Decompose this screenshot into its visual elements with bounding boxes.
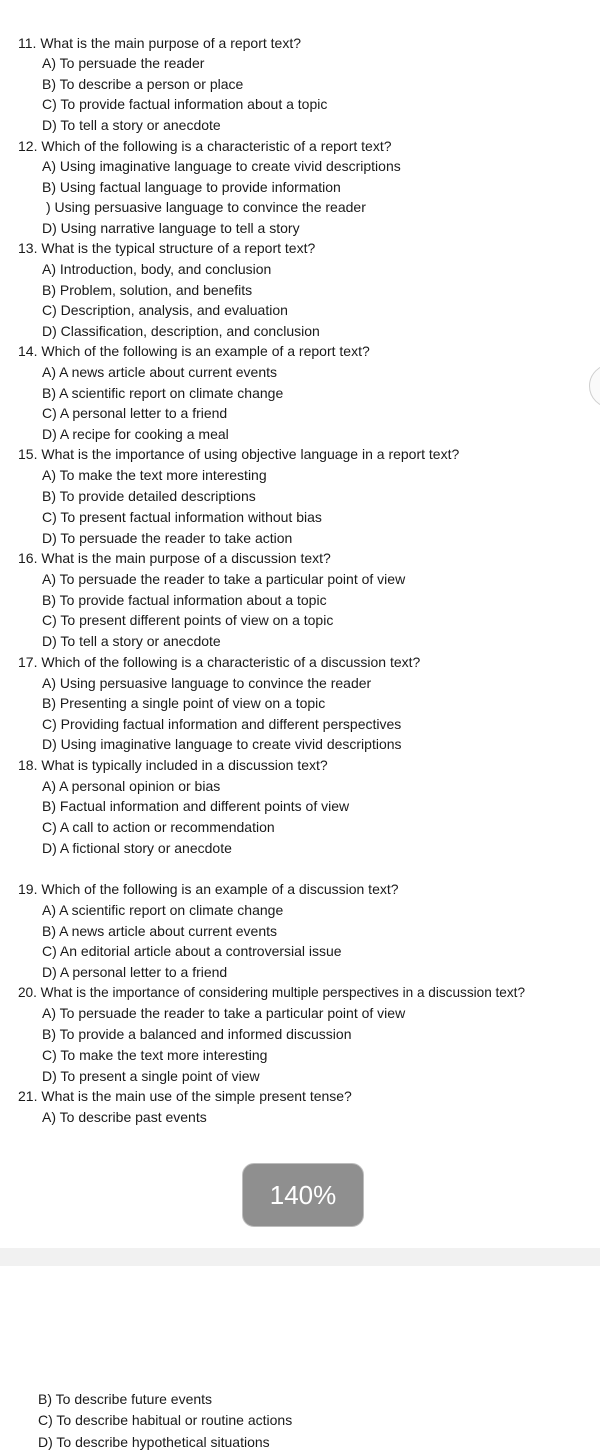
question-12: 12. Which of the following is a characteristic of a report text?	[18, 138, 392, 154]
option-14-a: A) A news article about current events	[42, 364, 278, 380]
option-12-c: ) Using persuasive language to convince the reader	[46, 199, 366, 215]
option-13-b: B) Problem, solution, and benefits	[42, 282, 253, 298]
option-16-c: C) To present different points of view on a topic	[42, 612, 334, 628]
option-12-a: A) Using imaginative language to create vivid descriptions	[42, 158, 401, 174]
option-14-b: B) A scientific report on climate change	[42, 385, 284, 401]
option-11-d: D) To tell a story or anecdote	[42, 117, 221, 133]
option-17-c: C) Providing factual information and different perspectives	[42, 716, 402, 732]
option-11-b: B) To describe a person or place	[42, 76, 244, 92]
question-14: 14. Which of the following is an example of a report text?	[18, 343, 370, 359]
option-19-b: B) A news article about current events	[42, 923, 278, 939]
option-13-d: D) Classification, description, and conclusion	[42, 323, 320, 339]
option-19-a: A) A scientific report on climate change	[42, 902, 284, 918]
question-16: 16. What is the main purpose of a discussion text?	[18, 550, 331, 566]
option-16-b: B) To provide factual information about a topic	[42, 592, 327, 608]
question-11: 11. What is the main purpose of a report text?	[18, 35, 302, 51]
option-17-a: A) Using persuasive language to convince the reader	[42, 675, 372, 691]
option-15-b: B) To provide detailed descriptions	[42, 488, 256, 504]
zoom-level-indicator: 140%	[242, 1163, 364, 1227]
option-14-c: C) A personal letter to a friend	[42, 405, 228, 421]
option-20-c: C) To make the text more interesting	[42, 1047, 268, 1063]
option-14-d: D) A recipe for cooking a meal	[42, 426, 229, 442]
option-21-a: A) To describe past events	[42, 1109, 207, 1125]
page-break	[0, 1248, 600, 1266]
option-20-d: D) To present a single point of view	[42, 1068, 260, 1084]
option-21-b: B) To describe future events	[38, 1391, 213, 1407]
option-19-d: D) A personal letter to a friend	[42, 964, 228, 980]
option-13-c: C) Description, analysis, and evaluation	[42, 302, 288, 318]
option-16-d: D) To tell a story or anecdote	[42, 633, 221, 649]
option-21-d-cutoff: D) To describe hypothetical situations	[38, 1434, 270, 1450]
option-18-a: A) A personal opinion or bias	[42, 778, 221, 794]
option-18-c: C) A call to action or recommendation	[42, 819, 275, 835]
option-21-c: C) To describe habitual or routine actions	[38, 1412, 293, 1428]
option-13-a: A) Introduction, body, and conclusion	[42, 261, 272, 277]
option-18-b: B) Factual information and different points of view	[42, 798, 350, 814]
option-11-a: A) To persuade the reader	[42, 55, 205, 71]
option-11-c: C) To provide factual information about a topic	[42, 96, 328, 112]
question-21: 21. What is the main use of the simple present tense?	[18, 1088, 352, 1104]
option-16-a: A) To persuade the reader to take a particular point of view	[42, 571, 406, 587]
option-20-b: B) To provide a balanced and informed discussion	[42, 1026, 352, 1042]
question-15: 15. What is the importance of using objective language in a report text?	[18, 446, 460, 462]
option-20-a: A) To persuade the reader to take a particular point of view	[42, 1005, 406, 1021]
option-19-c: C) An editorial article about a controversial issue	[42, 943, 342, 959]
option-17-b: B) Presenting a single point of view on a topic	[42, 695, 326, 711]
option-12-d: D) Using narrative language to tell a story	[42, 220, 300, 236]
question-20: 20. What is the importance of considering multiple perspectives in a discussion text?	[18, 985, 525, 1000]
question-17: 17. Which of the following is a characteristic of a discussion text?	[18, 654, 421, 670]
option-15-c: C) To present factual information without bias	[42, 509, 322, 525]
question-19: 19. Which of the following is an example of a discussion text?	[18, 881, 399, 897]
question-18: 18. What is typically included in a discussion text?	[18, 757, 328, 773]
option-15-a: A) To make the text more interesting	[42, 467, 267, 483]
option-17-d: D) Using imaginative language to create vivid descriptions	[42, 736, 402, 752]
floating-edge-button[interactable]	[589, 364, 600, 408]
option-15-d: D) To persuade the reader to take action	[42, 530, 293, 546]
option-18-d: D) A fictional story or anecdote	[42, 840, 232, 856]
option-12-b: B) Using factual language to provide information	[42, 179, 341, 195]
question-13: 13. What is the typical structure of a report text?	[18, 240, 316, 256]
